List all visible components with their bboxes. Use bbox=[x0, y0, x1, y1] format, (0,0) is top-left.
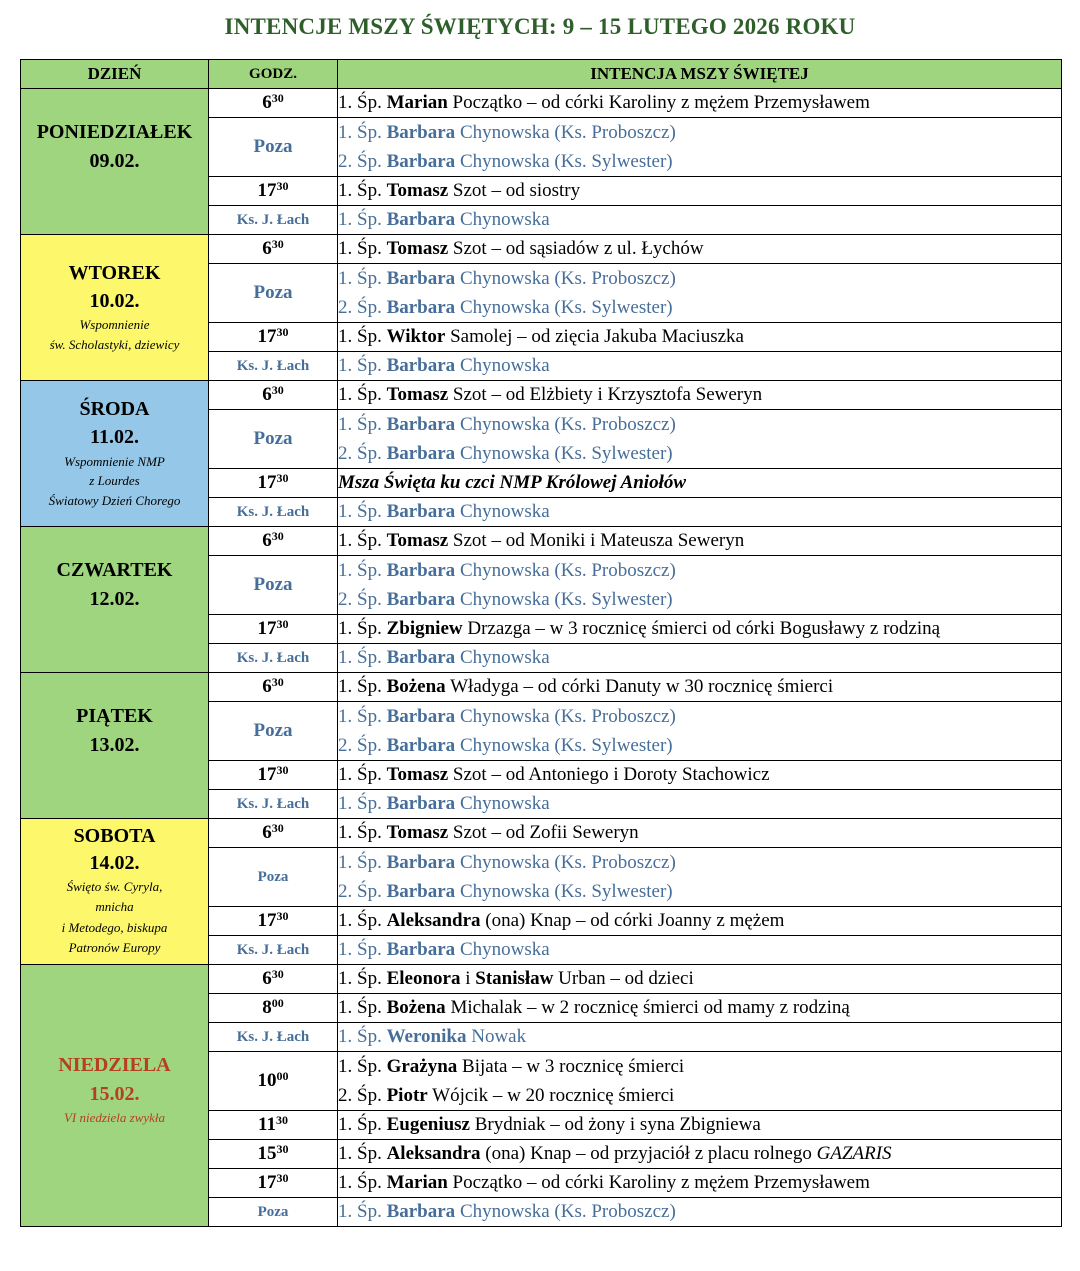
time-cell bbox=[209, 1111, 338, 1140]
intention-cell bbox=[338, 848, 1062, 907]
text-span: 1. Śp. bbox=[338, 501, 382, 522]
text-span: św. Scholastyki, dziewicy bbox=[49, 336, 180, 352]
text-span: Chynowska (Ks. Proboszcz) bbox=[459, 560, 676, 581]
text-span: Szot – od Antoniego i Doroty Stachowicz bbox=[452, 764, 770, 785]
table-header-row bbox=[21, 60, 1062, 89]
time-cell bbox=[209, 235, 338, 264]
text-span: Chynowska (Ks. Proboszcz) bbox=[459, 414, 676, 435]
text-span bbox=[338, 264, 1061, 293]
day-note bbox=[21, 315, 208, 354]
bold-name-text: Barbara bbox=[386, 122, 456, 143]
intention-cell bbox=[338, 1023, 1062, 1052]
day-cell-sunday bbox=[21, 965, 209, 1227]
bold-name-text: Tomasz bbox=[386, 238, 449, 259]
time-cell bbox=[209, 1052, 338, 1111]
intention-cell bbox=[338, 410, 1062, 469]
text-span bbox=[338, 848, 1061, 877]
text-span: 1. Śp. bbox=[338, 384, 382, 405]
text-span: Początko – od córki Karoliny z mężem Przemysławem bbox=[452, 92, 870, 113]
intention-cell bbox=[338, 702, 1062, 761]
bold-name-text: Barbara bbox=[386, 268, 456, 289]
text-span: 6 bbox=[262, 676, 272, 697]
bold-name-text: Barbara bbox=[386, 706, 456, 727]
time-minutes: 30 bbox=[276, 1171, 289, 1185]
intention-cell bbox=[338, 352, 1062, 381]
time-cell bbox=[209, 323, 338, 352]
text-span: Brydniak – od żony i syna Zbigniewa bbox=[474, 1114, 761, 1135]
time-cell bbox=[209, 469, 338, 498]
day-cell-thursday bbox=[21, 527, 209, 673]
table-row bbox=[21, 235, 1062, 264]
time-cell bbox=[209, 1140, 338, 1169]
intention-cell bbox=[338, 615, 1062, 644]
day-date: 12.02. bbox=[89, 587, 140, 610]
bold-name-text: Bożena bbox=[386, 676, 446, 697]
bold-name-text: Aleksandra bbox=[386, 910, 481, 931]
intention-cell bbox=[338, 994, 1062, 1023]
text-span: Chynowska (Ks. Sylwester) bbox=[459, 297, 673, 318]
bold-name-text: Barbara bbox=[386, 647, 456, 668]
intention-cell bbox=[338, 469, 1062, 498]
bold-name-text: Marian bbox=[386, 92, 448, 113]
text-span: 1. Śp. bbox=[338, 122, 382, 143]
text-span: 1. Śp. bbox=[338, 1114, 382, 1135]
text-span: 6 bbox=[262, 238, 272, 259]
text-span bbox=[338, 585, 1061, 614]
day-cell-friday bbox=[21, 673, 209, 819]
table-row bbox=[21, 89, 1062, 118]
text-span: Chynowska (Ks. Proboszcz) bbox=[459, 268, 676, 289]
text-span: 17 bbox=[257, 472, 277, 493]
text-span: 2. Śp. bbox=[338, 1085, 382, 1106]
text-span: Chynowska (Ks. Sylwester) bbox=[459, 443, 673, 464]
intention-cell bbox=[338, 527, 1062, 556]
text-span: Chynowska bbox=[459, 209, 550, 230]
bold-name-text: Barbara bbox=[386, 793, 456, 814]
time-minutes: 30 bbox=[275, 1113, 288, 1127]
intention-cell bbox=[338, 761, 1062, 790]
bold-name-text: Barbara bbox=[386, 1201, 456, 1222]
text-span: Drzazga – w 3 rocznicę śmierci od córki Bogusławy z rodziną bbox=[467, 618, 941, 639]
text-span: 1. Śp. bbox=[338, 1056, 382, 1077]
header-time: GODZ. bbox=[209, 60, 338, 89]
text-span: 17 bbox=[257, 180, 277, 201]
text-span: 1. Śp. bbox=[338, 1026, 382, 1047]
intention-cell bbox=[338, 1198, 1062, 1227]
time-cell-poza: Poza bbox=[209, 264, 338, 323]
text-span: 1. Śp. bbox=[338, 355, 382, 376]
time-cell-poza: Poza bbox=[209, 848, 338, 907]
bold-name-text: Aleksandra bbox=[386, 1143, 481, 1164]
bold-name-text: Barbara bbox=[386, 355, 456, 376]
intention-cell bbox=[338, 1052, 1062, 1111]
text-span: i bbox=[465, 968, 471, 989]
text-span: 15 bbox=[257, 1143, 277, 1164]
time-cell-ks-lach: Ks. J. Łach bbox=[209, 790, 338, 819]
text-span: 1. Śp. bbox=[338, 209, 382, 230]
table-row bbox=[21, 819, 1062, 848]
bold-name-text: Barbara bbox=[386, 151, 456, 172]
text-span: 1. Śp. bbox=[338, 1201, 382, 1222]
time-cell bbox=[209, 177, 338, 206]
time-cell-poza: Poza bbox=[209, 556, 338, 615]
text-span: 17 bbox=[257, 1172, 277, 1193]
bold-name-text: Eugeniusz bbox=[386, 1114, 470, 1135]
time-cell-poza: Poza bbox=[209, 410, 338, 469]
time-cell-poza: Poza bbox=[209, 1198, 338, 1227]
text-span: Władyga – od córki Danuty w 30 rocznicę śmierci bbox=[450, 676, 834, 697]
text-span: Chynowska bbox=[459, 647, 550, 668]
text-span: mnicha bbox=[95, 899, 134, 915]
intention-cell bbox=[338, 498, 1062, 527]
bold-name-text: Bożena bbox=[386, 997, 446, 1018]
intention-cell bbox=[338, 206, 1062, 235]
text-span: 2. Śp. bbox=[338, 443, 382, 464]
bold-name-text: Grażyna bbox=[386, 1056, 458, 1077]
text-span: 1. Śp. bbox=[338, 997, 382, 1018]
text-span: 17 bbox=[257, 910, 277, 931]
time-minutes: 00 bbox=[276, 1069, 289, 1083]
text-span: Wspomnienie NMP bbox=[64, 453, 165, 469]
text-span: Chynowska (Ks. Sylwester) bbox=[459, 151, 673, 172]
intention-cell bbox=[338, 177, 1062, 206]
text-span: 2. Śp. bbox=[338, 151, 382, 172]
day-cell-tuesday bbox=[21, 235, 209, 381]
day-name: PIĄTEK bbox=[76, 705, 153, 728]
text-span: Wójcik – w 20 rocznicę śmierci bbox=[432, 1085, 675, 1106]
text-span: 1. Śp. bbox=[338, 822, 382, 843]
text-span: 1. Śp. bbox=[338, 706, 382, 727]
day-name: WTOREK bbox=[68, 261, 161, 284]
time-cell-poza: Poza bbox=[209, 702, 338, 761]
bold-name-text: Barbara bbox=[386, 589, 456, 610]
day-cell-saturday bbox=[21, 819, 209, 965]
intention-cell bbox=[338, 89, 1062, 118]
text-span: 1. Śp. bbox=[338, 326, 382, 347]
text-span: Chynowska (Ks. Proboszcz) bbox=[459, 852, 676, 873]
time-minutes: 30 bbox=[276, 1142, 289, 1156]
text-span: 6 bbox=[262, 530, 272, 551]
bold-name-text: Barbara bbox=[386, 501, 456, 522]
time-cell bbox=[209, 615, 338, 644]
text-span: Wspomnienie bbox=[79, 317, 150, 333]
text-span: Chynowska bbox=[459, 939, 550, 960]
intention-cell bbox=[338, 1111, 1062, 1140]
text-span: 1. Śp. bbox=[338, 530, 382, 551]
day-name: SOBOTA bbox=[73, 825, 156, 848]
text-span: 1. Śp. bbox=[338, 1172, 382, 1193]
text-span: Michalak – w 2 rocznicę śmierci od mamy z rodziną bbox=[450, 997, 850, 1018]
bold-name-text: Tomasz bbox=[386, 822, 449, 843]
day-date: 11.02. bbox=[90, 426, 139, 449]
text-span: i Metodego, biskupa bbox=[61, 919, 168, 935]
text-span: 6 bbox=[262, 822, 272, 843]
time-minutes: 30 bbox=[271, 821, 284, 835]
time-cell bbox=[209, 907, 338, 936]
time-minutes: 30 bbox=[276, 325, 289, 339]
intention-cell bbox=[338, 644, 1062, 673]
time-minutes: 30 bbox=[271, 675, 284, 689]
intention-cell bbox=[338, 819, 1062, 848]
day-name: NIEDZIELA bbox=[58, 1054, 171, 1077]
text-span: 1. Śp. bbox=[338, 92, 382, 113]
text-span: 1. Śp. bbox=[338, 968, 382, 989]
text-span bbox=[21, 60, 1062, 1227]
text-span: Szot – od siostry bbox=[452, 180, 581, 201]
mass-intentions-table bbox=[20, 59, 1062, 1227]
text-span bbox=[338, 439, 1061, 468]
text-span: 1. Śp. bbox=[338, 560, 382, 581]
text-span: Szot – od Moniki i Mateusza Seweryn bbox=[452, 530, 745, 551]
table-row bbox=[21, 673, 1062, 702]
text-span: Chynowska (Ks. Sylwester) bbox=[459, 589, 673, 610]
bold-name-text: Barbara bbox=[386, 939, 456, 960]
day-note bbox=[21, 877, 208, 958]
day-date: 15.02. bbox=[89, 1082, 140, 1105]
time-minutes: 30 bbox=[271, 967, 284, 981]
day-date: 09.02. bbox=[89, 149, 140, 172]
bold-name-text: Barbara bbox=[386, 560, 456, 581]
time-cell bbox=[209, 89, 338, 118]
text-span bbox=[338, 556, 1061, 585]
intention-cell bbox=[338, 556, 1062, 615]
bold-name-text: Piotr bbox=[386, 1085, 428, 1106]
bold-name-text: Weronika bbox=[386, 1026, 467, 1047]
text-span: Chynowska (Ks. Proboszcz) bbox=[459, 1201, 676, 1222]
time-minutes: 30 bbox=[271, 383, 284, 397]
table-row bbox=[21, 965, 1062, 994]
bold-name-text: Barbara bbox=[386, 414, 456, 435]
intention-cell bbox=[338, 790, 1062, 819]
time-minutes: 30 bbox=[276, 617, 289, 631]
text-span: GAZARIS bbox=[816, 1143, 892, 1164]
text-span bbox=[338, 293, 1061, 322]
text-span: (ona) Knap – od przyjaciół z placu rolnego bbox=[485, 1143, 812, 1164]
time-minutes: 30 bbox=[276, 909, 289, 923]
text-span: 8 bbox=[262, 997, 272, 1018]
text-span: Chynowska bbox=[459, 793, 550, 814]
text-span: Chynowska bbox=[459, 501, 550, 522]
day-cell-wednesday bbox=[21, 381, 209, 527]
bold-name-text: Tomasz bbox=[386, 384, 449, 405]
time-minutes: 00 bbox=[271, 996, 284, 1010]
text-span: 1. Śp. bbox=[338, 939, 382, 960]
text-span: 1. Śp. bbox=[338, 910, 382, 931]
day-name: ŚRODA bbox=[79, 397, 150, 420]
bold-name-text: Barbara bbox=[386, 209, 456, 230]
text-span: 6 bbox=[262, 968, 272, 989]
text-span: Światowy Dzień Chorego bbox=[48, 492, 181, 508]
intention-cell bbox=[338, 381, 1062, 410]
intention-cell bbox=[338, 936, 1062, 965]
time-minutes: 30 bbox=[271, 237, 284, 251]
text-span: 1. Śp. bbox=[338, 793, 382, 814]
time-cell bbox=[209, 381, 338, 410]
time-minutes: 30 bbox=[271, 91, 284, 105]
text-span: 1. Śp. bbox=[338, 238, 382, 259]
time-cell bbox=[209, 819, 338, 848]
text-span: z Lourdes bbox=[89, 473, 140, 489]
text-span: 6 bbox=[262, 384, 272, 405]
time-cell-ks-lach: Ks. J. Łach bbox=[209, 936, 338, 965]
intention-cell bbox=[338, 235, 1062, 264]
text-span: 1. Śp. bbox=[338, 180, 382, 201]
text-span: 1. Śp. bbox=[338, 618, 382, 639]
bold-name-text: Barbara bbox=[386, 852, 456, 873]
time-cell bbox=[209, 761, 338, 790]
bold-name-text: Zbigniew bbox=[386, 618, 463, 639]
time-minutes: 30 bbox=[276, 179, 289, 193]
time-cell bbox=[209, 994, 338, 1023]
text-span: Szot – od Elżbiety i Krzysztofa Seweryn bbox=[452, 384, 763, 405]
day-date: 10.02. bbox=[89, 290, 140, 312]
bold-name-text: Eleonora bbox=[386, 968, 461, 989]
time-cell bbox=[209, 965, 338, 994]
text-span: Urban – od dzieci bbox=[558, 968, 694, 989]
day-name: CZWARTEK bbox=[56, 559, 173, 582]
time-cell-ks-lach: Ks. J. Łach bbox=[209, 1023, 338, 1052]
text-span bbox=[338, 410, 1061, 439]
bold-name-text: Stanisław bbox=[475, 968, 554, 989]
text-span: 1. Śp. bbox=[338, 414, 382, 435]
table-row bbox=[21, 527, 1062, 556]
day-name: PONIEDZIAŁEK bbox=[36, 121, 193, 144]
bold-name-text: Tomasz bbox=[386, 530, 449, 551]
text-span: Chynowska (Ks. Sylwester) bbox=[459, 881, 673, 902]
intention-cell bbox=[338, 965, 1062, 994]
intention-cell bbox=[338, 118, 1062, 177]
text-span: Szot – od sąsiadów z ul. Łychów bbox=[452, 238, 704, 259]
text-span: Początko – od córki Karoliny z mężem Przemysławem bbox=[452, 1172, 870, 1193]
text-span: Chynowska (Ks. Sylwester) bbox=[459, 735, 673, 756]
day-date: 13.02. bbox=[89, 733, 140, 756]
time-cell-ks-lach: Ks. J. Łach bbox=[209, 352, 338, 381]
text-span: 17 bbox=[257, 618, 277, 639]
text-span: 1. Śp. bbox=[338, 676, 382, 697]
time-minutes: 30 bbox=[276, 471, 289, 485]
text-span bbox=[338, 1081, 1061, 1110]
bold-name-text: Tomasz bbox=[386, 180, 449, 201]
time-cell-ks-lach: Ks. J. Łach bbox=[209, 206, 338, 235]
bold-name-text: Marian bbox=[386, 1172, 448, 1193]
text-span bbox=[338, 118, 1061, 147]
bold-name-text: Tomasz bbox=[386, 764, 449, 785]
text-span: 10 bbox=[257, 1070, 277, 1091]
day-note: VI niedziela zwykła bbox=[63, 1110, 166, 1126]
text-span: Samolej – od zięcia Jakuba Maciuszka bbox=[450, 326, 744, 347]
text-span: 2. Śp. bbox=[338, 297, 382, 318]
bold-name-text: Barbara bbox=[386, 443, 456, 464]
intention-cell bbox=[338, 323, 1062, 352]
text-span bbox=[338, 731, 1061, 760]
text-span: Chynowska (Ks. Proboszcz) bbox=[459, 122, 676, 143]
text-span: 11 bbox=[258, 1114, 276, 1135]
text-span: 17 bbox=[257, 326, 277, 347]
text-span: Patronów Europy bbox=[68, 939, 161, 955]
day-cell-monday bbox=[21, 89, 209, 235]
text-span: Święto św. Cyryla, bbox=[66, 879, 163, 895]
text-span: 6 bbox=[262, 92, 272, 113]
time-minutes: 30 bbox=[276, 763, 289, 777]
table-row bbox=[21, 381, 1062, 410]
time-cell-poza: Poza bbox=[209, 118, 338, 177]
text-span bbox=[338, 702, 1061, 731]
day-note bbox=[21, 452, 208, 511]
text-span: (ona) Knap – od córki Joanny z mężem bbox=[485, 910, 785, 931]
time-cell bbox=[209, 673, 338, 702]
bold-name-text: Barbara bbox=[386, 735, 456, 756]
time-cell-ks-lach: Ks. J. Łach bbox=[209, 498, 338, 527]
bold-name-text: Barbara bbox=[386, 297, 456, 318]
intention-cell bbox=[338, 1169, 1062, 1198]
text-span: 1. Śp. bbox=[338, 268, 382, 289]
page-title: INTENCJE MSZY ŚWIĘTYCH: 9 – 15 LUTEGO 2026 ROKU bbox=[224, 14, 856, 39]
bold-name-text: Wiktor bbox=[386, 326, 446, 347]
text-span bbox=[338, 1052, 1061, 1081]
time-cell-ks-lach: Ks. J. Łach bbox=[209, 644, 338, 673]
text-span: 1. Śp. bbox=[338, 647, 382, 668]
text-span: Bijata – w 3 rocznicę śmierci bbox=[462, 1056, 685, 1077]
text-span: 2. Śp. bbox=[338, 735, 382, 756]
text-span: Chynowska bbox=[459, 355, 550, 376]
time-minutes: 30 bbox=[271, 529, 284, 543]
text-span: 1. Śp. bbox=[338, 764, 382, 785]
text-span bbox=[338, 147, 1061, 176]
text-span: 17 bbox=[257, 764, 277, 785]
text-span: 2. Śp. bbox=[338, 881, 382, 902]
text-span bbox=[338, 877, 1061, 906]
header-day: DZIEŃ bbox=[21, 60, 209, 89]
intention-cell bbox=[338, 673, 1062, 702]
text-span: 2. Śp. bbox=[338, 589, 382, 610]
text-span: 1. Śp. bbox=[338, 852, 382, 873]
day-date: 14.02. bbox=[89, 852, 140, 875]
header-intention: INTENCJA MSZY ŚWIĘTEJ bbox=[338, 60, 1062, 89]
intention-cell bbox=[338, 1140, 1062, 1169]
time-cell bbox=[209, 1169, 338, 1198]
text-span: Msza Święta ku czci NMP Królowej Aniołów bbox=[338, 472, 687, 493]
text-span: Nowak bbox=[471, 1026, 527, 1047]
text-span: 1. Śp. bbox=[338, 1143, 382, 1164]
intention-cell bbox=[338, 907, 1062, 936]
text-span: Szot – od Zofii Seweryn bbox=[452, 822, 639, 843]
intention-cell bbox=[338, 264, 1062, 323]
bold-name-text: Barbara bbox=[386, 881, 456, 902]
text-span: Chynowska (Ks. Proboszcz) bbox=[459, 706, 676, 727]
time-cell bbox=[209, 527, 338, 556]
